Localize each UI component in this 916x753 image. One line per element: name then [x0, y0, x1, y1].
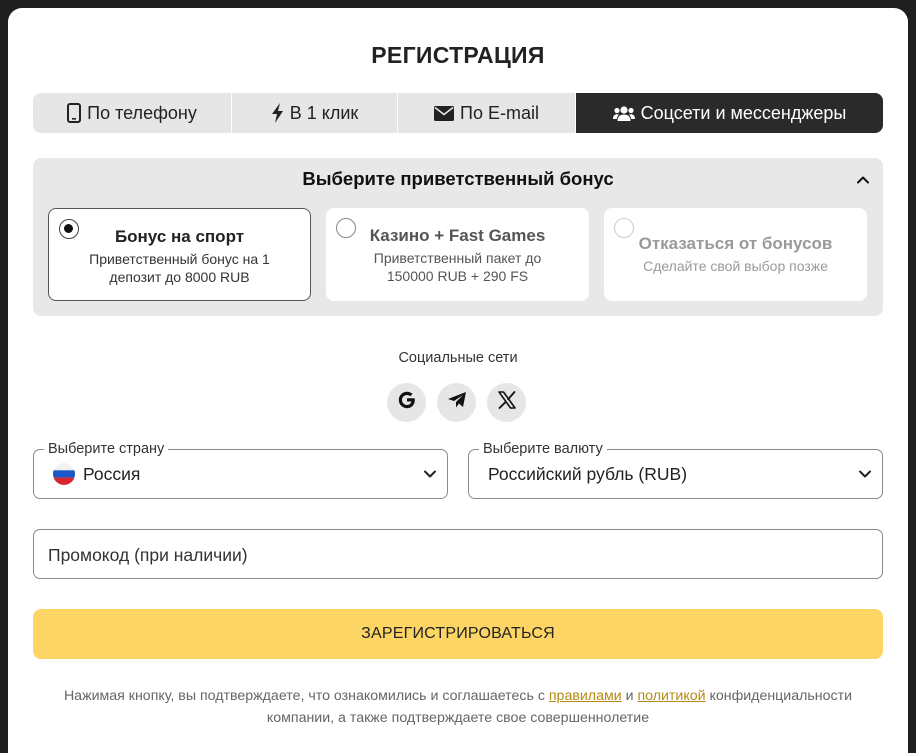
- bonus-option-title: Казино + Fast Games: [369, 226, 546, 245]
- x-icon: [498, 391, 516, 414]
- currency-select[interactable]: [468, 441, 883, 499]
- telegram-icon: [447, 391, 467, 414]
- chevron-up-icon[interactable]: [855, 172, 871, 188]
- legal-notice: [33, 685, 883, 729]
- radio-button[interactable]: [336, 218, 356, 238]
- envelope-icon: [434, 106, 454, 121]
- country-value: Россия: [83, 464, 141, 484]
- tab-label: Соцсети и мессенджеры: [640, 102, 847, 123]
- currency-label: Выберите валюту: [479, 440, 607, 458]
- chevron-down-icon: [423, 467, 437, 481]
- registration-modal: [8, 8, 908, 753]
- currency-value: Российский рубль (RUB): [488, 464, 688, 484]
- tab-email[interactable]: [398, 93, 576, 133]
- bonus-option-sport[interactable]: [48, 208, 311, 301]
- promo-code-input[interactable]: [33, 529, 883, 579]
- rules-link[interactable]: правилами: [548, 688, 622, 704]
- bonus-option-subtitle: Приветственный пакет до 150000 RUB + 290 FS: [373, 250, 542, 284]
- tab-one-click[interactable]: [232, 93, 398, 133]
- bonus-option-title: Отказаться от бонусов: [638, 234, 833, 253]
- radio-button[interactable]: [614, 218, 634, 238]
- tab-label: По E-mail: [460, 102, 539, 123]
- social-label: Социальные сети: [398, 350, 518, 366]
- bonus-option-subtitle: Сделайте свой выбор позже: [643, 258, 828, 274]
- lightning-icon: [271, 103, 284, 123]
- bonus-option-casino[interactable]: [326, 208, 589, 301]
- telegram-login-button[interactable]: [437, 383, 476, 422]
- promo-code-placeholder: Промокод (при наличии): [48, 545, 248, 565]
- users-icon: [613, 105, 635, 122]
- radio-button[interactable]: [59, 219, 79, 239]
- tab-label: В 1 клик: [289, 102, 359, 123]
- registration-tabs: [33, 93, 883, 133]
- page-title: РЕГИСТРАЦИЯ: [371, 42, 545, 68]
- bonus-option-subtitle: Приветственный бонус на 1 депозит до 8000 RUB: [89, 251, 270, 285]
- tab-social[interactable]: [576, 93, 883, 133]
- social-buttons: [387, 383, 526, 422]
- legal-text: Нажимая кнопку, вы подтверждаете, что ознакомились и соглашаетесь с: [63, 688, 549, 704]
- legal-text: конфиденциальности компании, а также подтверждаете свое совершеннолетие: [266, 688, 853, 726]
- policy-link[interactable]: политикой: [637, 688, 706, 704]
- x-login-button[interactable]: [487, 383, 526, 422]
- bonus-heading: Выберите приветственный бонус: [302, 168, 614, 189]
- phone-icon: [67, 103, 81, 123]
- russia-flag-icon: [53, 463, 75, 485]
- tab-phone[interactable]: [33, 93, 232, 133]
- google-icon: [397, 390, 417, 415]
- chevron-down-icon: [858, 467, 872, 481]
- bonus-panel: [33, 158, 883, 316]
- bonus-option-title: Бонус на спорт: [114, 227, 245, 246]
- country-select[interactable]: [33, 441, 448, 499]
- legal-text: и: [621, 688, 638, 704]
- google-login-button[interactable]: [387, 383, 426, 422]
- country-label: Выберите страну: [44, 440, 168, 458]
- tab-label: По телефону: [87, 102, 197, 123]
- register-button[interactable]: ЗАРЕГИСТРИРОВАТЬСЯ: [33, 609, 883, 659]
- bonus-option-decline[interactable]: [604, 208, 867, 301]
